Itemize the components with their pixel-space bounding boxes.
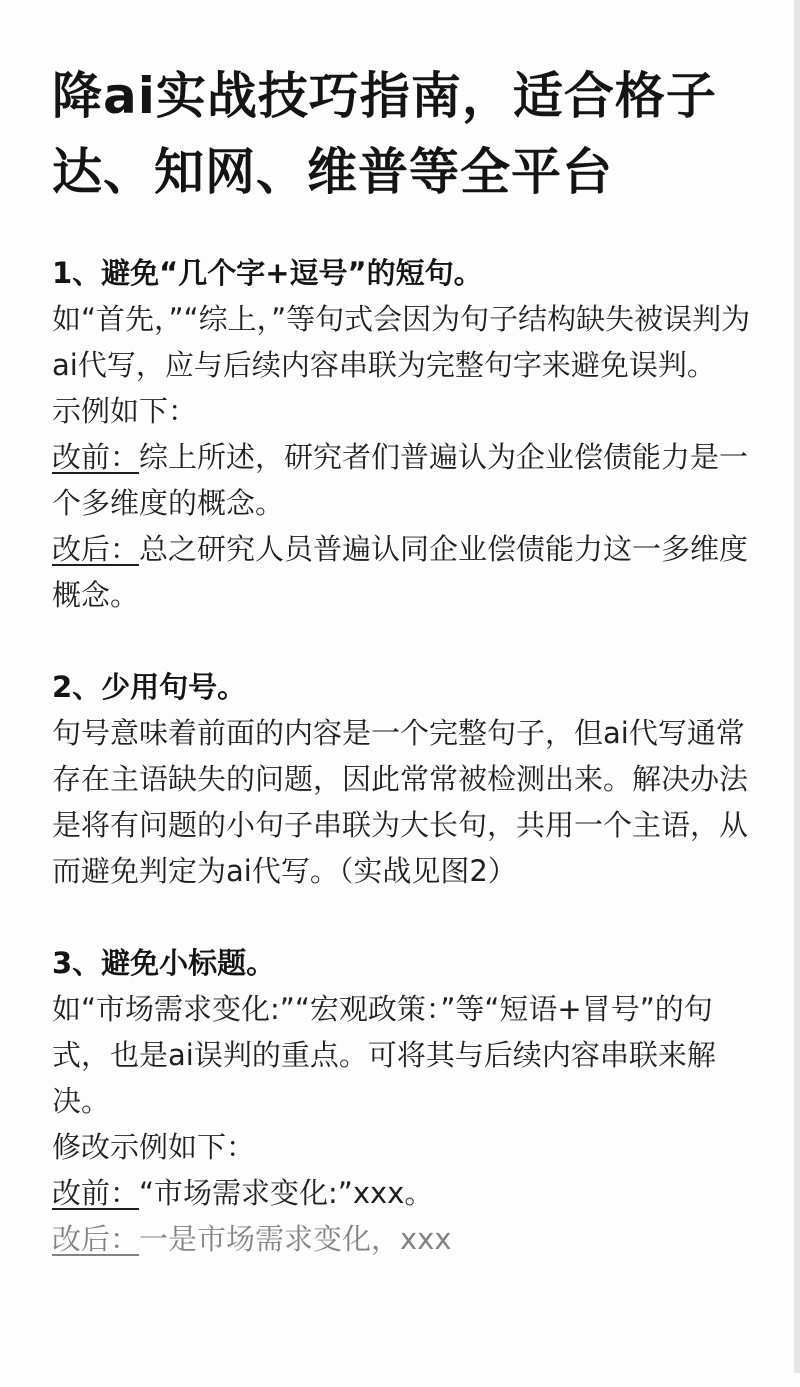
after-label: 改后： <box>52 532 140 566</box>
page-bottom-crop <box>0 1373 800 1387</box>
section-heading: 3、避免小标题。 <box>52 946 276 980</box>
section-body: 如“首先，”“综上，”等句式会因为句子结构缺失被误判为ai代写，应与后续内容串联为完整句字来避免误判。 <box>52 302 751 382</box>
section-heading: 1、避免“几个字+逗号”的短句。 <box>52 256 483 290</box>
spacer <box>52 618 752 664</box>
after-example <box>52 526 752 618</box>
page-edge <box>794 0 800 1387</box>
section-2 <box>52 664 752 894</box>
section-1 <box>52 250 752 618</box>
before-example <box>52 1170 752 1216</box>
after-text: 一是市场需求变化，xxx <box>139 1222 452 1256</box>
section-3 <box>52 940 752 1262</box>
before-label: 改前： <box>52 440 140 474</box>
section-body: 如“市场需求变化:”“宏观政策：”等“短语+冒号”的句式，也是ai误判的重点。可将其与后续内容串联来解决。 <box>52 992 716 1118</box>
page-title: 降ai实战技巧指南，适合格子达、知网、维普等全平台 <box>52 67 717 201</box>
after-text: 总之研究人员普遍认同企业偿债能力这一多维度概念。 <box>52 532 749 612</box>
section-body-text: 句号意味着前面的内容是一个完整句子，但ai代写通常存在主语缺失的问题，因此常常被检测出来。解决办法是将有问题的小句子串联为大长句，共用一个主语，从而避免判定为ai代写。 <box>52 716 749 888</box>
section-heading: 2、少用句号。 <box>52 670 247 704</box>
after-label: 改后： <box>52 1222 140 1256</box>
article <box>52 58 752 1262</box>
before-text: “市场需求变化:”xxx。 <box>139 1176 434 1210</box>
before-label: 改前： <box>52 1176 140 1210</box>
example-intro: 修改示例如下： <box>52 1130 256 1164</box>
after-example <box>52 1216 752 1262</box>
before-example <box>52 434 752 526</box>
spacer <box>52 894 752 940</box>
section-body <box>52 710 752 894</box>
example-intro: 示例如下： <box>52 394 198 428</box>
before-text: 综上所述，研究者们普遍认为企业偿债能力是一个多维度的概念。 <box>52 440 749 520</box>
section-note: （实战见图2） <box>338 854 517 888</box>
